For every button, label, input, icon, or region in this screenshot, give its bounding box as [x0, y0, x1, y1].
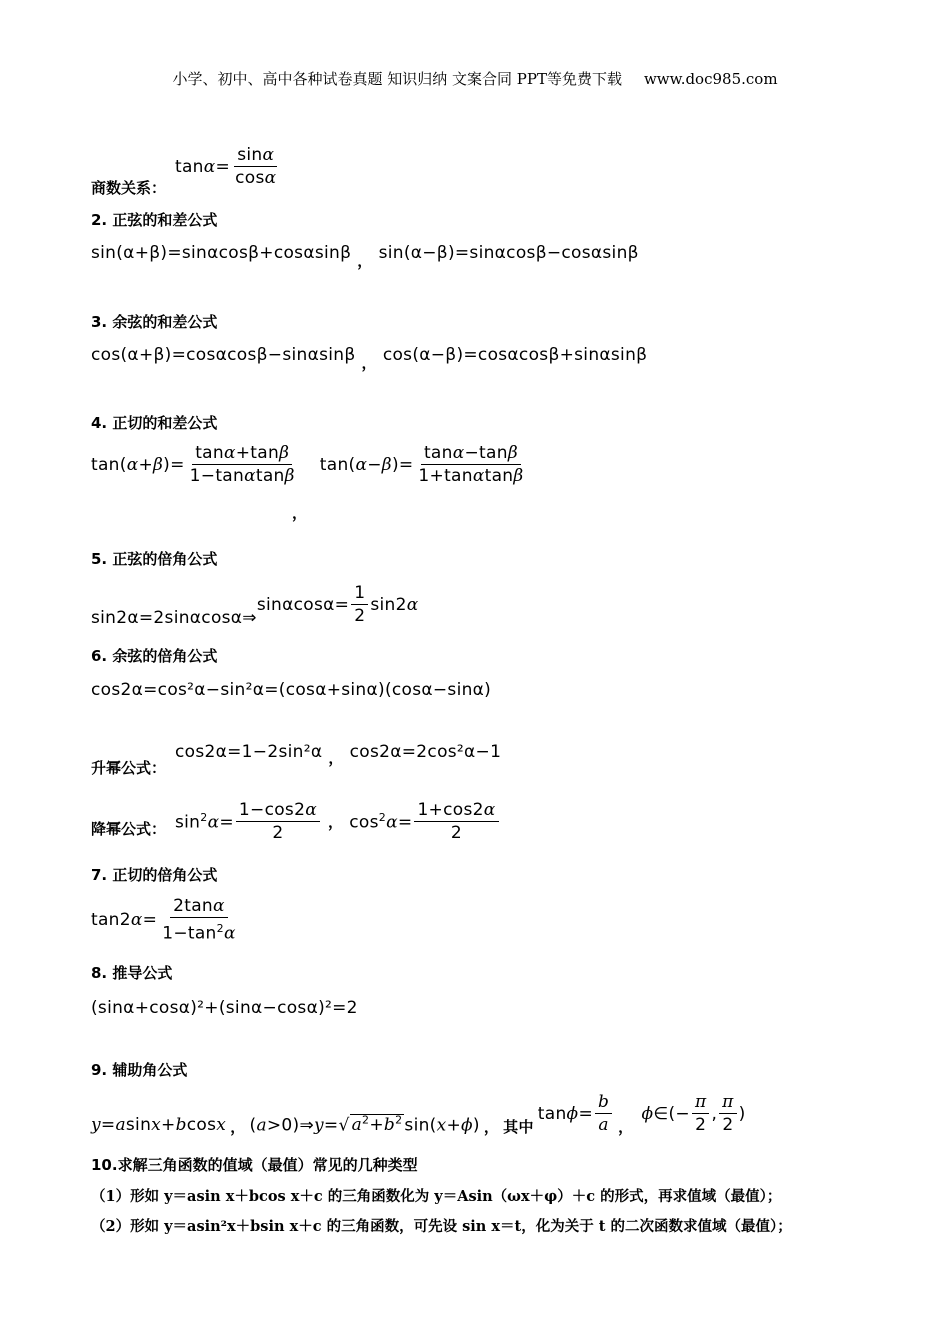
- sine-double-angle: sin2α=2sinαcosα⇒: [91, 607, 257, 628]
- cosine-sum-diff-formulas: [91, 344, 648, 372]
- tangent-double-angle-formula: tan2α= $\frac{2\tan\alpha}{1-\tan^2\alpha}$: [91, 896, 236, 944]
- comma: ，: [618, 1118, 634, 1136]
- section-10-heading: 10.求解三角函数的值域（最值）常见的几种类型: [91, 1156, 418, 1174]
- auxiliary-angle-formula: y=asinx+bcosx ， (a>0)⇒y=√ $a^2+b^2$ sin(x+ϕ) ， 其中 tanϕ= $\frac{b}{a}$ ， ϕ∈(− $\frac{\pi}{2}$ , $\frac{\pi}{2}$ ): [91, 1092, 746, 1136]
- raise-power-formula-1: cos2α=1−2sin²α: [175, 742, 323, 762]
- raise-power-label: 升幂公式：: [91, 759, 167, 777]
- cosine-diff-formula: cos(α−β)=cosαcosβ+sinαsinβ: [382, 345, 648, 365]
- section-8-heading: 8. 推导公式: [91, 964, 173, 982]
- list-item: （1）形如 y＝asin x＋bcos x＋c 的三角函数化为 y＝Asin（ωx＋φ）＋c 的形式，再求值域（最值）；: [91, 1188, 782, 1205]
- sine-double-angle-formula: sin2α=2sinαcosα⇒ sinαcosα= $\frac{1}{2}$ sin2α: [91, 583, 419, 628]
- section-3-heading: 3. 余弦的和差公式: [91, 313, 218, 331]
- header-text: 小学、初中、高中各种试卷真题 知识归纳 文案合同 PPT等免费下载: [172, 70, 622, 88]
- sine-sum-formula: sin(α+β)=sinαcosβ+cosαsinβ: [91, 243, 352, 263]
- where-label: 其中: [503, 1118, 534, 1136]
- derived-formula: (sinα+cosα)²+(sinα−cosα)²=2: [91, 998, 358, 1018]
- lower-power-formulas: $\sin^2\alpha=$ $\frac{1-\cos 2\alpha}{2}$ ， $\cos^2\alpha=$ $\frac{1+\cos 2\alpha}{2}$: [91, 800, 501, 843]
- section-6-heading: 6. 余弦的倍角公式: [91, 647, 218, 665]
- comma: ，: [361, 354, 377, 372]
- sine-product: sinαcosα=: [256, 594, 350, 615]
- list-item: （2）形如 y＝asin²x＋bsin x＋c 的三角函数，可先设 sin x＝t，化为关于 t 的二次函数求值域（最值）；: [91, 1218, 792, 1235]
- comma: ，: [230, 1118, 246, 1136]
- comma: ，: [483, 1118, 500, 1136]
- quotient-label: 商数关系：: [91, 179, 167, 197]
- comma: ，: [357, 252, 373, 270]
- lower-power-label: 降幂公式：: [91, 820, 167, 838]
- section-9-heading: 9. 辅助角公式: [91, 1061, 188, 1079]
- section-2-heading: 2. 正弦的和差公式: [91, 211, 218, 229]
- cosine-double-angle-formula: cos2α=cos²α−sin²α=(cosα+sinα)(cosα−sinα): [91, 680, 492, 700]
- header-url[interactable]: www.doc985.com: [643, 70, 778, 88]
- cosine-sum-formula: cos(α+β)=cosαcosβ−sinαsinβ: [91, 345, 356, 365]
- sine-diff-formula: sin(α−β)=sinαcosβ−cosαsinβ: [378, 243, 639, 263]
- quotient-formula: tanα= $\frac{\sin\alpha}{\cos\alpha}$: [175, 145, 277, 188]
- section-7-heading: 7. 正切的倍角公式: [91, 866, 218, 884]
- comma: ，: [327, 813, 344, 831]
- comma: ，: [292, 504, 308, 522]
- tangent-sum-diff-formulas: tan(α+β)= $\frac{\tan\alpha+\tan\beta}{1-\tan\alpha\tan\beta}$ tan(α−β)= $\frac{\tan\alpha-\tan\beta}{1+\tan\alpha\tan\beta}$: [91, 443, 524, 486]
- sine-sum-diff-formulas: [91, 242, 639, 270]
- raise-power-formula-2: cos2α=2cos²α−1: [349, 742, 502, 762]
- section-4-heading: 4. 正切的和差公式: [91, 414, 218, 432]
- page-header: [0, 68, 950, 89]
- section-5-heading: 5. 正弦的倍角公式: [91, 550, 218, 568]
- comma: ，: [328, 749, 344, 767]
